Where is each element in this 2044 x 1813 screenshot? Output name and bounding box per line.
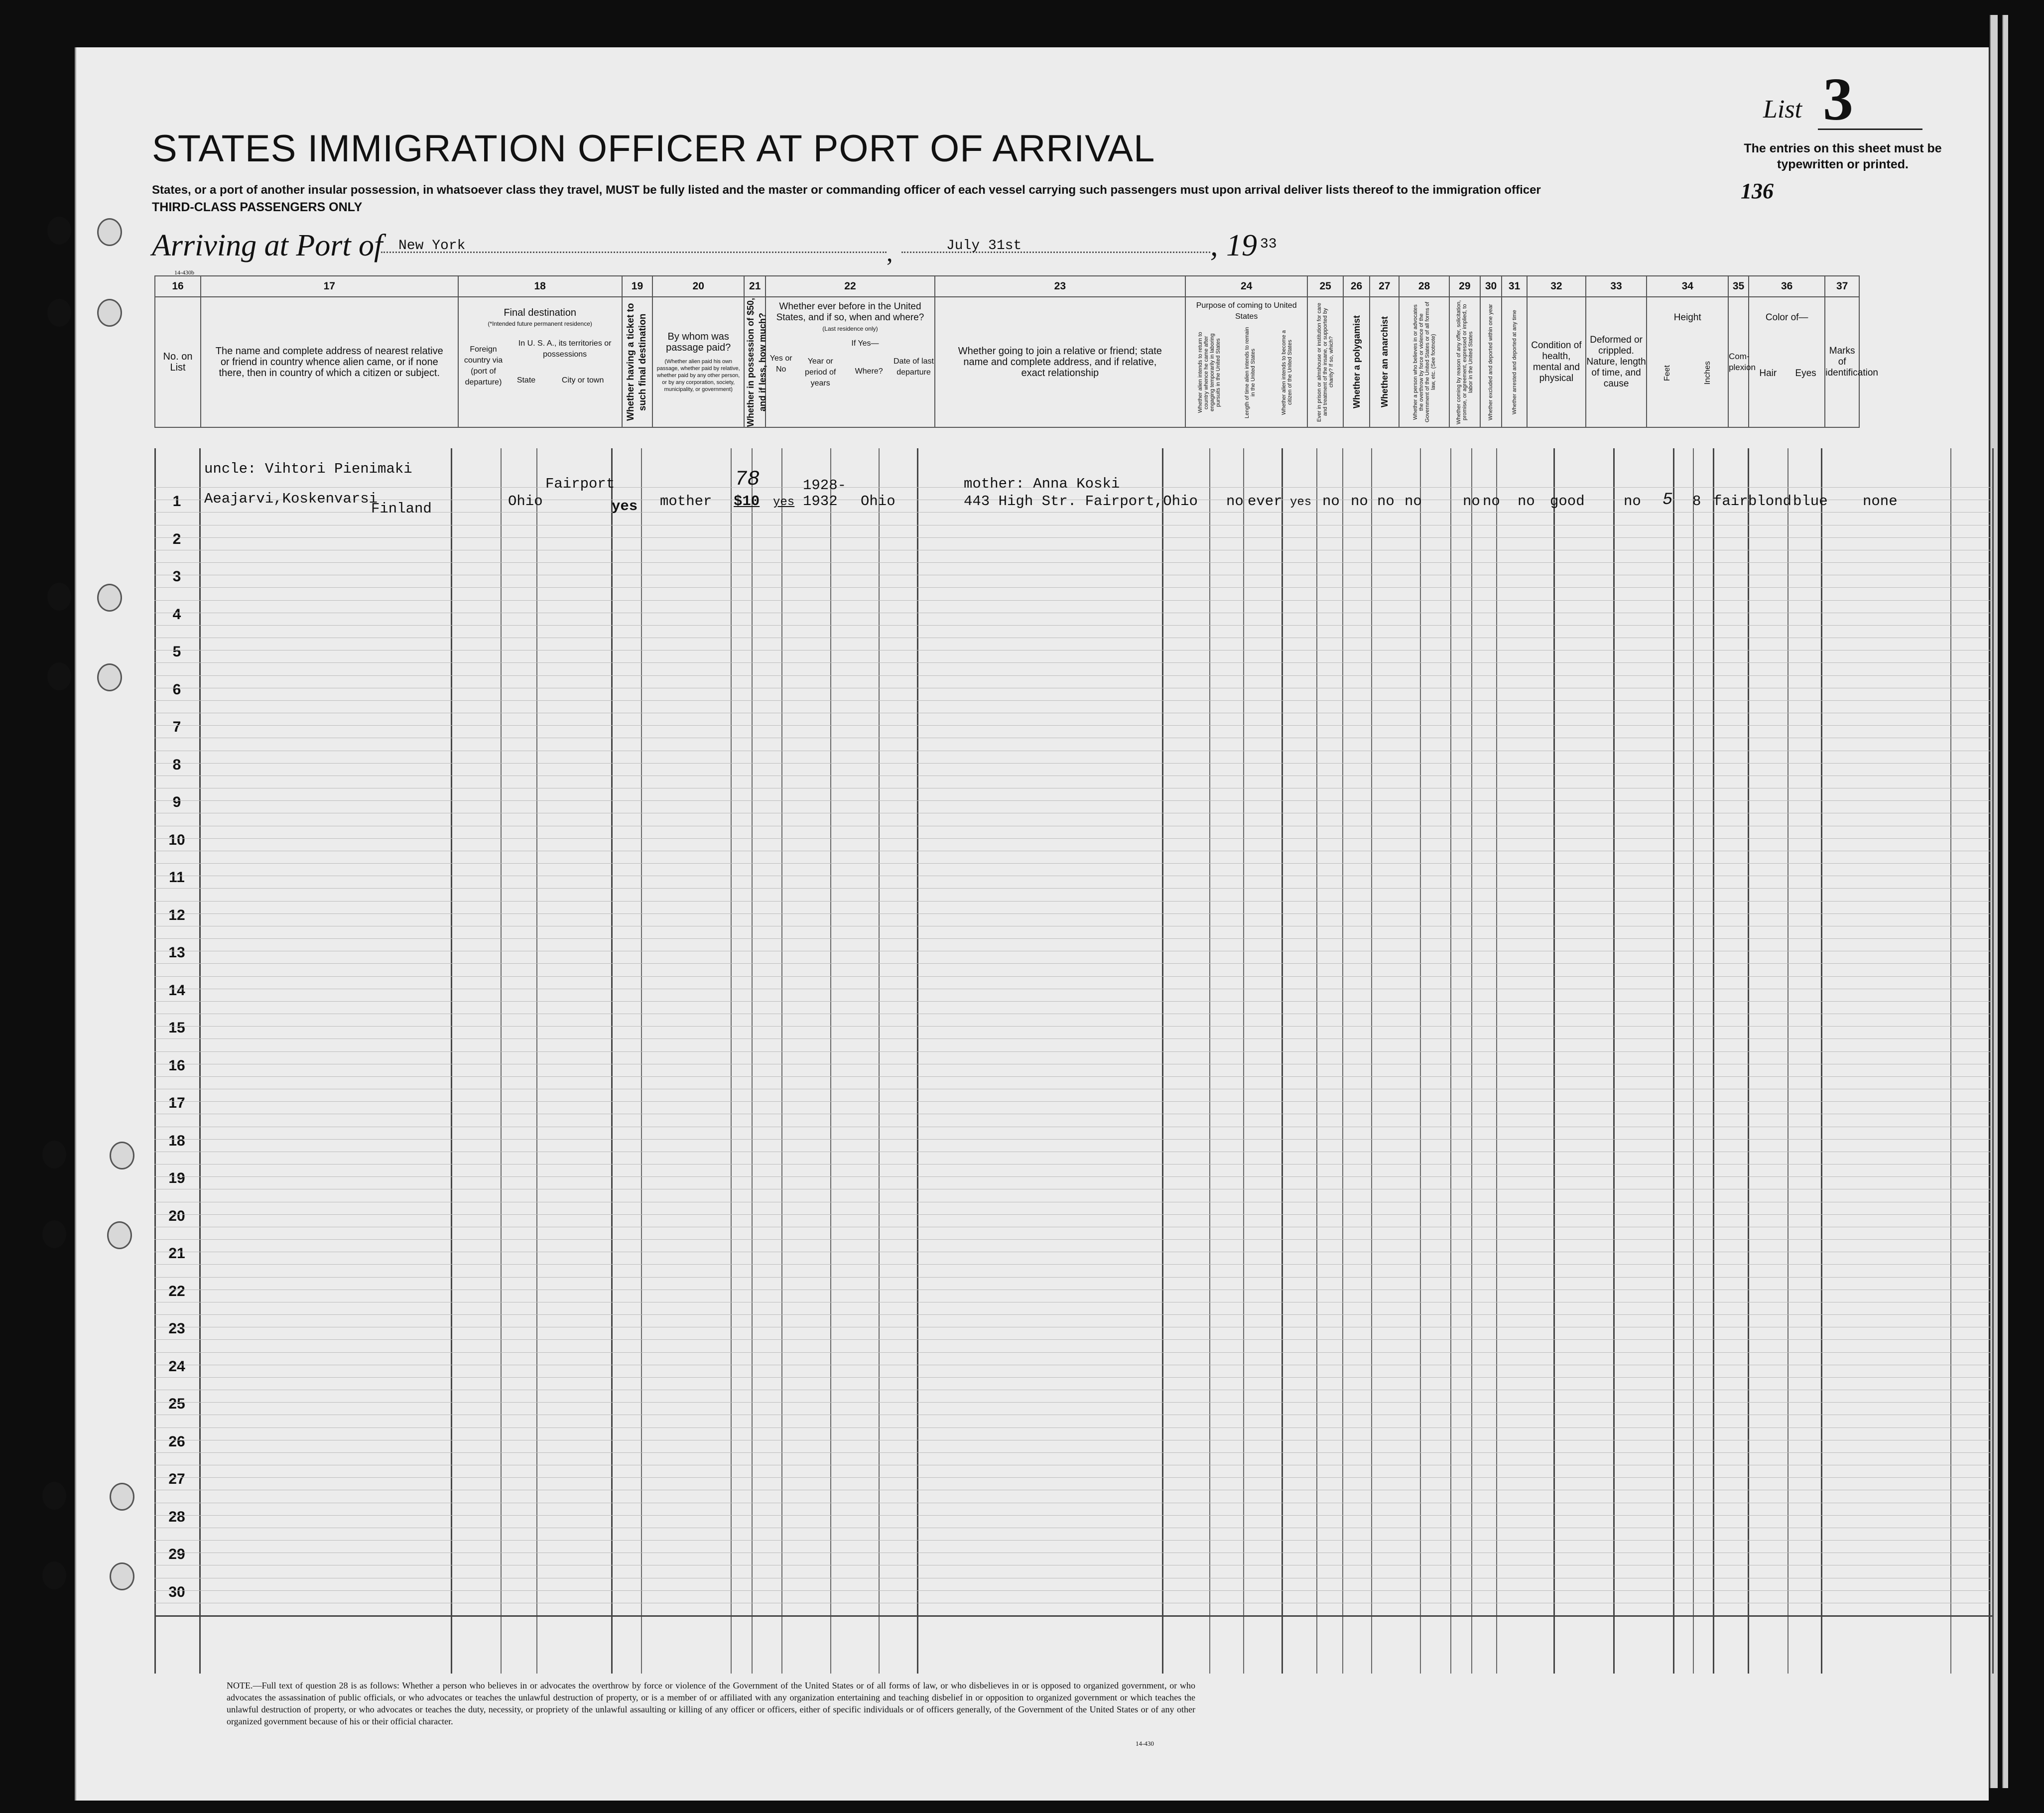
- row-number: 24: [168, 1358, 185, 1375]
- col-num-21: 21: [744, 276, 766, 297]
- polygamist-heading-text: Whether a polygamist: [1351, 315, 1362, 409]
- destination-state: Ohio: [508, 493, 543, 510]
- binder-hole: [47, 217, 71, 245]
- col-heading-money: [744, 297, 766, 427]
- footer-form-number: 14-430: [1136, 1740, 1154, 1747]
- foreign-country-label: Foreign country via (port of departure): [464, 345, 503, 387]
- row-number: 20: [168, 1207, 185, 1224]
- col-heading-color: [1749, 297, 1825, 427]
- col-num-35: 35: [1728, 276, 1749, 297]
- row-number: 26: [168, 1433, 185, 1450]
- excluded-heading-text: Whether excluded and deported within one year: [1488, 304, 1494, 420]
- row-number: 4: [172, 606, 181, 623]
- row-rule: [154, 662, 1992, 663]
- relative-address: Aeajarvi,Koskenvarsi: [204, 491, 378, 507]
- ticket-heading-text: Whether having a ticket to such final destination: [626, 303, 648, 421]
- list-underline: [1818, 129, 1922, 130]
- where-label: Where?: [855, 367, 883, 376]
- city-label: City or town: [561, 376, 604, 385]
- join-address: 443 High Str. Fairport,Ohio: [964, 493, 1198, 510]
- row-rule: [154, 1277, 1992, 1278]
- col-num-23: 23: [935, 276, 1185, 297]
- row-number: 7: [172, 719, 181, 735]
- row-rule: [154, 888, 1992, 889]
- col-heading-nearest-relative: The name and complete address of nearest relative or friend in country whence alien came, or if none there, then in country of which a citizen or subject.: [201, 297, 458, 427]
- row-number: 28: [168, 1508, 185, 1525]
- row-number: 6: [172, 681, 181, 698]
- binder-hole: [47, 299, 71, 327]
- col-heading-health: Condition of health, mental and physical: [1527, 297, 1586, 427]
- deformed-value: no: [1624, 493, 1641, 510]
- entries-note: The entries on this sheet must be typewritten or printed.: [1744, 141, 1942, 171]
- row-rule: [154, 938, 1992, 939]
- row-number: 15: [168, 1020, 185, 1036]
- col-heading-overthrow: [1399, 297, 1449, 427]
- row-rule: [154, 587, 1992, 588]
- col-heading-prison: [1307, 297, 1343, 427]
- paper-edge: [2002, 15, 2008, 1788]
- binder-hole: [110, 1142, 134, 1169]
- col-num-37: 37: [1825, 276, 1859, 297]
- row-number: 1: [172, 493, 181, 510]
- row-number: 13: [168, 944, 185, 961]
- height-title: Height: [1673, 312, 1701, 323]
- table-bottom-rule: [154, 1615, 1992, 1617]
- col-heading-been-before: [766, 297, 935, 427]
- purpose-length-label: Length of time alien intends to remain in the United States: [1244, 327, 1256, 418]
- row-rule: [154, 1101, 1992, 1102]
- join-name: mother: Anna Koski: [964, 476, 1120, 492]
- offer-heading-text: Whether coming by reason of any offer, solicitation, promise, or agreement, expressed or implied, to labor in the United States: [1455, 300, 1474, 424]
- row-rule: [154, 1515, 1992, 1516]
- row-rule: [154, 1477, 1992, 1478]
- prison-value: no: [1322, 493, 1340, 510]
- col-num-18: 18: [458, 276, 622, 297]
- col-num-33: 33: [1586, 276, 1647, 297]
- row-rule: [154, 1314, 1992, 1315]
- row-rule: [154, 625, 1992, 626]
- row-number: 29: [168, 1546, 185, 1562]
- row-rule: [154, 1427, 1992, 1428]
- row-number: 16: [168, 1057, 185, 1074]
- row-number: 2: [172, 530, 181, 547]
- binder-hole: [42, 1220, 66, 1248]
- footnote: NOTE.—Full text of question 28 is as follows: Whether a person who believes in or advocates the overthrow by force or violence of the Government of the United States or of all forms of law, or who disbelieves in or is opposed to organized government, or who advocates the assassination of public officials, or who advocates or teaches the unlawful destruction of property, or is a member of or affiliated with any organization entertaining and teaching disbelief in or opposition to organized government or which teaches the unlawful destruction of property, or who advocates or teaches the duty, necessity, or propriety of the unlawful assaulting or killing of any officer or officers, either of specific individuals or of officers generally, of the Government of the United States or of any other organized government because of his or their official character.: [227, 1681, 1195, 1726]
- row-rule: [154, 913, 1992, 914]
- row-rule: [154, 675, 1992, 676]
- row-rule: [154, 838, 1992, 839]
- citizen-value: yes: [1290, 496, 1312, 509]
- date-value: July 31st: [946, 238, 1022, 254]
- purpose-citizen-label: Whether alien intends to become a citizen of the United States: [1281, 330, 1293, 415]
- arrested-heading-text: Whether arrested and deported at any time: [1511, 310, 1518, 414]
- row-rule: [154, 800, 1992, 801]
- feet-label: Feet: [1662, 365, 1671, 381]
- row-rule: [154, 1139, 1992, 1140]
- col-num-24: 24: [1185, 276, 1307, 297]
- row-rule: [154, 1377, 1992, 1378]
- col-num-20: 20: [652, 276, 744, 297]
- col-num-16: 16: [155, 276, 201, 297]
- binder-hole: [107, 1221, 132, 1249]
- final-destination-title: Final destination: [504, 307, 576, 318]
- years-start: 1928-: [803, 477, 847, 494]
- row-number: 21: [168, 1245, 185, 1262]
- row-number: 5: [172, 644, 181, 660]
- polygamist-value: no: [1351, 493, 1368, 510]
- departure-label: Date of last departure: [894, 357, 934, 377]
- row-number: 14: [168, 982, 185, 999]
- row-rule: [154, 600, 1992, 601]
- hair-value: blond: [1748, 493, 1792, 510]
- row-rule: [154, 1540, 1992, 1541]
- eyes-label: Eyes: [1795, 368, 1816, 379]
- row-number: 9: [172, 794, 181, 810]
- col-heading-offer: [1449, 297, 1480, 427]
- col-heading-height: [1647, 297, 1728, 427]
- relative-name: uncle: Vihtori Pienimaki: [204, 461, 412, 477]
- yes-no-label: Yes or No: [769, 354, 792, 374]
- prison-heading-text: Ever in prison or almshouse or institution for care and treatment of the insane, or supported by charity? If so, which?: [1316, 302, 1335, 422]
- row-rule: [154, 863, 1992, 864]
- health-value: good: [1550, 493, 1585, 510]
- form-number: 14-430b: [174, 269, 194, 276]
- col-num-36: 36: [1749, 276, 1825, 297]
- years-end: 1932: [803, 493, 838, 510]
- port-value: New York: [398, 238, 466, 254]
- year-comma: ,: [1210, 229, 1218, 262]
- been-before-note: (Last residence only): [822, 325, 878, 332]
- binder-hole: [42, 1561, 66, 1589]
- header-instructions: States, or a port of another insular possession, in whatsoever class they travel, MUST be fully listed and the master or commanding officer of each vessel carrying such passengers must upon arrival deliver lists thereof to the immigration officer: [152, 183, 1541, 197]
- row-rule: [154, 1051, 1992, 1052]
- inches-label: Inches: [1703, 361, 1712, 385]
- overthrow-value: no: [1405, 493, 1422, 510]
- row-rule: [154, 1026, 1992, 1027]
- row-rule: [154, 1264, 1992, 1265]
- binder-hole: [97, 584, 122, 612]
- binder-hole: [110, 1562, 134, 1590]
- passenger-rows: [154, 448, 1992, 1674]
- row-number: 25: [168, 1396, 185, 1412]
- col-heading-arrested: [1502, 297, 1527, 427]
- page-title: STATES IMMIGRATION OFFICER AT PORT OF ARRIVAL: [152, 128, 1155, 170]
- usa-label: In U. S. A., its territories or possessions: [518, 339, 612, 359]
- col-heading-excluded: [1480, 297, 1502, 427]
- state-label: State: [516, 376, 536, 385]
- row-rule: [154, 1038, 1992, 1039]
- col-num-30: 30: [1480, 276, 1502, 297]
- been-before-value: yes: [773, 496, 795, 509]
- column-rule: [1992, 448, 1994, 1674]
- row-rule: [154, 1339, 1992, 1340]
- row-rule: [154, 1352, 1992, 1353]
- row-rule: [154, 1176, 1992, 1177]
- col-heading-join-relative: Whether going to join a relative or friend; state name and complete address, and if relative, exact relationship: [935, 297, 1185, 427]
- col-heading-complexion: Com- plexion: [1728, 297, 1749, 427]
- col-heading-no-on-list: No. on List: [155, 297, 201, 427]
- purpose-return-label: Whether alien intends to return to country whence he came after engaging temporarily in laboring pursuits in the United States: [1197, 332, 1222, 413]
- height-feet: 5: [1662, 491, 1673, 510]
- purpose-title: Purpose of coming to United States: [1196, 301, 1297, 321]
- arriving-label: Arriving at Port of: [152, 229, 383, 262]
- binder-hole: [97, 663, 122, 691]
- length-value: ever: [1248, 493, 1282, 510]
- passage-heading-text: By whom was passage paid?: [666, 331, 731, 353]
- passage-note: (Whether alien paid his own passage, whether paid by relative, whether paid by any other person, or by any corporation, society, municipality, or government): [656, 359, 740, 392]
- binder-hole: [42, 1141, 66, 1168]
- marks-value: none: [1863, 493, 1898, 510]
- row-rule: [154, 1001, 1992, 1002]
- return-value: no: [1226, 493, 1244, 510]
- money-handwritten: 78: [735, 467, 760, 491]
- col-num-22: 22: [766, 276, 935, 297]
- if-yes-label: If Yes—: [851, 339, 879, 348]
- excluded-value: no: [1483, 493, 1500, 510]
- color-title: Color of—: [1765, 312, 1808, 323]
- row-rule: [154, 901, 1992, 902]
- row-number: 18: [168, 1132, 185, 1149]
- col-heading-marks: Marks of identification: [1825, 297, 1859, 427]
- binder-hole: [97, 218, 122, 246]
- row-rule: [154, 1164, 1992, 1165]
- row-number: 3: [172, 568, 181, 585]
- list-number: 3: [1823, 66, 1853, 133]
- row-rule: [154, 963, 1992, 964]
- been-before-title: Whether ever before in the United States, and if so, when and where?: [776, 301, 924, 323]
- col-heading-deformed: Deformed or crippled. Nature, length of time, and cause: [1586, 297, 1647, 427]
- sheet-number: 136: [1741, 179, 1774, 203]
- offer-value: no: [1463, 493, 1480, 510]
- row-rule: [154, 562, 1992, 563]
- col-num-26: 26: [1343, 276, 1370, 297]
- row-number: 22: [168, 1283, 185, 1299]
- previous-residence: Ohio: [861, 493, 895, 510]
- row-rule: [154, 763, 1992, 764]
- col-heading-final-destination: [458, 297, 622, 427]
- col-heading-purpose: [1185, 297, 1307, 427]
- binder-hole: [47, 583, 71, 611]
- col-num-31: 31: [1502, 276, 1527, 297]
- col-num-27: 27: [1370, 276, 1399, 297]
- money-value: $10: [734, 493, 760, 510]
- row-rule: [154, 1590, 1992, 1591]
- ticket-value: yes: [612, 498, 638, 515]
- col-num-34: 34: [1647, 276, 1728, 297]
- col-num-25: 25: [1307, 276, 1343, 297]
- row-rule: [154, 976, 1992, 977]
- complexion-value: fair: [1713, 493, 1748, 510]
- final-destination-note: (*Intended future permanent residence): [488, 320, 592, 327]
- col-heading-polygamist: [1343, 297, 1370, 427]
- col-heading-passage-paid: [652, 297, 744, 427]
- column-header-table: [154, 275, 1992, 428]
- row-number: 17: [168, 1095, 185, 1111]
- years-label: Year or period of years: [805, 357, 836, 388]
- eyes-value: blue: [1793, 493, 1828, 510]
- col-heading-anarchist: [1370, 297, 1399, 427]
- relative-country: Finland: [371, 501, 432, 517]
- height-inches: 8: [1692, 493, 1701, 510]
- paid-by-value: mother: [660, 493, 712, 510]
- comma: ,: [887, 239, 893, 266]
- list-label: List: [1763, 95, 1802, 124]
- row-rule: [154, 1452, 1992, 1453]
- row-rule: [154, 1402, 1992, 1403]
- row-number: 30: [168, 1583, 185, 1600]
- anarchist-value: no: [1377, 493, 1395, 510]
- year-prefix: 19: [1226, 229, 1257, 262]
- row-number: 10: [168, 831, 185, 848]
- money-heading-text: Whether in possession of $50, and if less, how much?: [746, 297, 768, 427]
- col-num-19: 19: [622, 276, 652, 297]
- binder-hole: [110, 1483, 134, 1511]
- row-number: 19: [168, 1170, 185, 1186]
- row-rule: [154, 537, 1992, 538]
- row-number: 8: [172, 756, 181, 773]
- row-rule: [154, 1076, 1992, 1077]
- year-suffix: 33: [1260, 237, 1277, 252]
- row-rule: [154, 1239, 1992, 1240]
- anarchist-heading-text: Whether an anarchist: [1379, 316, 1390, 408]
- row-rule: [154, 1214, 1992, 1215]
- destination-city: Fairport: [545, 476, 615, 492]
- class-label: THIRD-CLASS PASSENGERS ONLY: [152, 200, 363, 214]
- arrested-value: no: [1518, 493, 1535, 510]
- col-num-29: 29: [1449, 276, 1480, 297]
- col-num-32: 32: [1527, 276, 1586, 297]
- row-number: 11: [169, 869, 185, 886]
- binder-hole: [97, 299, 122, 327]
- col-num-28: 28: [1399, 276, 1449, 297]
- col-num-17: 17: [201, 276, 458, 297]
- row-number: 23: [168, 1320, 185, 1337]
- row-number: 12: [168, 906, 185, 923]
- hair-label: Hair: [1759, 368, 1777, 379]
- row-rule: [154, 700, 1992, 701]
- col-heading-ticket: [622, 297, 652, 427]
- row-rule: [154, 725, 1992, 726]
- row-number: 27: [168, 1471, 185, 1487]
- binder-hole: [42, 1482, 66, 1510]
- overthrow-heading-text: Whether a person who believes in or advocates the overthrow by force or violence of the Government of the United States or of all forms of law, etc. (See footnote): [1412, 301, 1436, 423]
- binder-hole: [47, 662, 71, 690]
